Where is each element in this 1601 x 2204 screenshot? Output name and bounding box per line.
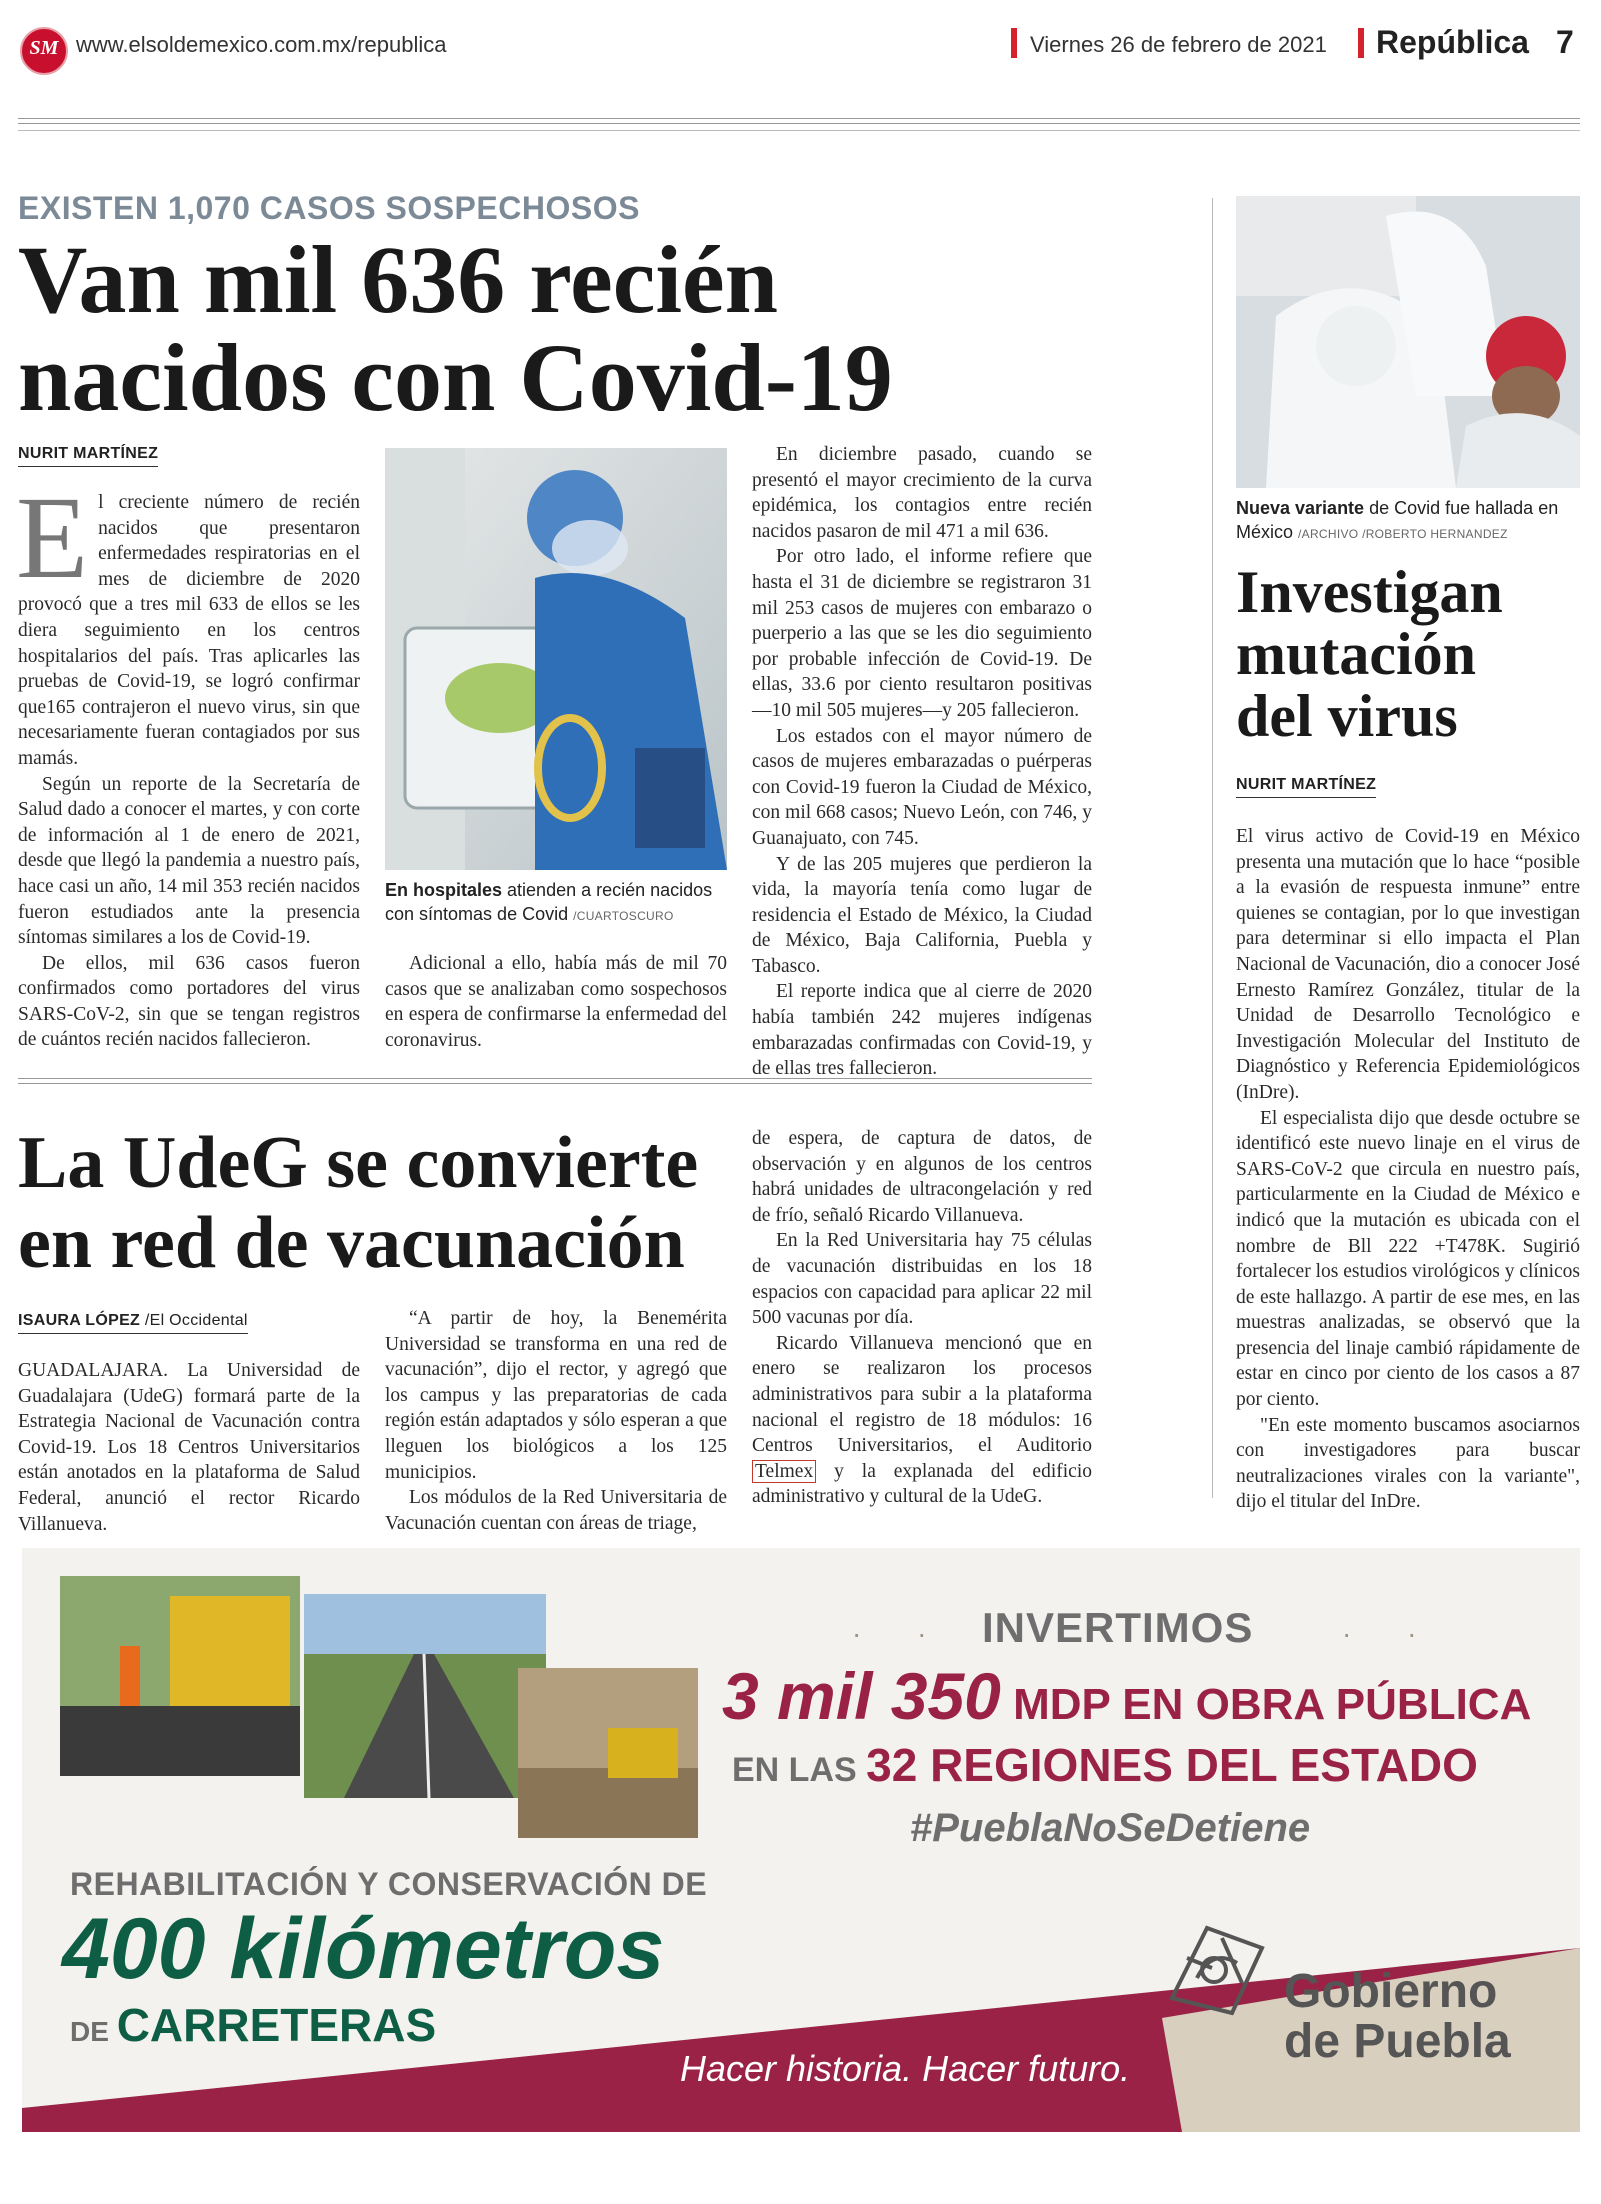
ad-amount: 3 mil 350 (722, 1659, 1001, 1733)
udeg-byline (18, 1312, 248, 1334)
variant-photo-illustration (1236, 196, 1580, 488)
section-divider (1358, 28, 1364, 58)
ad-regions-pre: EN LAS (732, 1751, 867, 1789)
ad-carreteras-line (70, 1998, 436, 2052)
caption-text: atienden a recién nacidos con síntomas de Covid (385, 880, 713, 924)
telmex-link[interactable]: Telmex (752, 1460, 816, 1483)
ad-photo-highway (304, 1594, 546, 1798)
mutation-body (1236, 824, 1580, 1515)
paragraph: de espera, de captura de datos, de observación y en algunos de los centros habrá unidades de ultracongelación y red de frío, señaló Ricardo Villanueva. (752, 1128, 1092, 1226)
ad-amount-unit: MDP (1000, 1680, 1111, 1729)
paragraph: El reporte indica que al cierre de 2020 había también 242 mujeres indígenas embarazadas confirmadas con Covid-19, y de ellas tres fallecieron. (752, 981, 1092, 1080)
header-rule-thin (18, 130, 1580, 131)
article2-col1 (18, 1358, 360, 1537)
variant-caption (1236, 496, 1580, 546)
mutation-headline-line1: Investigan (1236, 559, 1503, 625)
ad-obra-publica: EN OBRA PÚBLICA (1110, 1680, 1532, 1729)
caption-text: de Covid fue hallada en México (1236, 498, 1559, 542)
paragraph: Y de las 205 mujeres que perdieron la vida, la mayoría tenía como lugar de residencia el Estado de México, la Ciudad de México, Baja California, Puebla y Tabasco. (752, 853, 1092, 977)
udeg-headline-line1: La UdeG se convierte (18, 1122, 699, 1204)
paragraph: De ellos, mil 636 casos fueron confirmados como portadores del virus SARS-CoV-2, sin que se tengan registros de cuántos recién nacidos fallecieron. (18, 952, 360, 1051)
ad-dots: · · (852, 1618, 951, 1649)
puebla-coat-of-arms-icon (1152, 1908, 1282, 2028)
article-separator (18, 1078, 1092, 1084)
paragraph: “A partir de hoy, la Benemérita Universidad se transforma en una red de vacunación”, dijo el rector, y agregó que los campus y las preparatorias de cada región están adaptados y sólo esperan a que lleguen los biológicos a los 125 municipios. (385, 1308, 727, 1483)
ad-rehab: REHABILITACIÓN Y CONSERVACIÓN DE (70, 1866, 708, 1902)
photo-credit: /CUARTOSCURO (573, 909, 674, 923)
paragraph: Los módulos de la Red Universitaria de Vacunación cuentan con áreas de triage, (385, 1487, 727, 1534)
caption-lead: Nueva variante (1236, 498, 1365, 518)
drop-cap: E (16, 472, 89, 603)
article2-col2 (385, 1306, 727, 1536)
hospital-photo (385, 448, 727, 870)
kicker: EXISTEN 1,070 CASOS SOSPECHOSOS (18, 190, 640, 226)
ad-km: 400 kilómetros (62, 1901, 665, 1997)
ad-regions: 32 REGIONES DEL ESTADO (866, 1739, 1478, 1791)
ad-de: DE (70, 2016, 117, 2047)
byline: NURIT MARTÍNEZ (18, 445, 158, 467)
ad-headline-invertimos: INVERTIMOS (982, 1604, 1254, 1651)
ad-de-puebla: de Puebla (1284, 2015, 1511, 2068)
paragraph: Adicional a ello, había más de mil 70 casos que se analizaban como sospechosos en espera de confirmarse la enfermedad del coronavirus. (385, 953, 727, 1051)
masthead-bar (0, 0, 1601, 100)
paragraph-text: Ricardo Villanueva mencionó que en enero se realizaron los procesos administrativos para subir a la plataforma nacional el registro de 18 módulos: 16 Centros Universitarios, el Auditorio (752, 1332, 1092, 1457)
section-name: República (1376, 24, 1529, 60)
mutation-headline-line3: del virus (1236, 683, 1458, 749)
mutation-byline: NURIT MARTÍNEZ (1236, 776, 1376, 798)
byline-source: /El Occidental (140, 1312, 248, 1329)
paragraph: Según un reporte de la Secretaría de Salud dado a conocer el martes, y con corte de información al 1 de enero de 2021, desde que llegó la pandemia a nuestro país, hace casi un año, 14 mil 353 recién nacidos fueron estudiados ante la presencia síntomas similares a los de Covid-19. (18, 773, 360, 949)
headline-line1: Van mil 636 recién (18, 226, 778, 333)
header-rule (18, 118, 1580, 124)
article1-col2 (385, 951, 727, 1053)
article1-col1 (16, 472, 360, 1053)
paragraph-tail: y la explanada del edificio administrativo y cultural de la UdeG. (752, 1460, 1092, 1508)
paragraph: "En este momento buscamos asociarnos con investigadores para buscar neutralizaciones virales con la variante", dijo el titular del InDre. (1236, 1414, 1580, 1513)
photo-caption (385, 878, 727, 928)
article2-col3 (752, 1126, 1092, 1510)
paragraph: Los estados con el mayor número de casos de mujeres embarazadas o puérperas con Covid-19 fueron la Ciudad de México, con mil 668 casos; Nuevo León, con 746, y Guanajuato, con 745. (752, 725, 1092, 849)
paragraph: El virus activo de Covid-19 en México presenta una mutación que lo hace “posible a la evasión de respuesta inmune” entre quienes se contagian, por lo que investigan para determinar si ello impacta el Plan Nacional de Vacunación, dio a conocer José Ernesto Ramírez González, titular de la Unidad de Desarrollo Tecnológico e Investigación Molecular del Instituto de Diagnóstico y Referencia Epidemiológicos (InDre). (1236, 826, 1580, 1103)
headline-line2: nacidos con Covid-19 (18, 324, 893, 431)
ad-regions-line (732, 1738, 1478, 1792)
paragraph: GUADALAJARA. La Universidad de Guadalajara (UdeG) formará parte de la Estrategia Nacional de Vacunación contra Covid-19. Los 18 Centros Universitarios están anotados en la plataforma de Salud Federal, anunció el rector Ricardo Villanueva. (18, 1360, 360, 1535)
page-number: 7 (1556, 24, 1574, 60)
byline-author: ISAURA LÓPEZ (18, 1312, 141, 1329)
ad-carreteras: CARRETERAS (116, 1999, 437, 2051)
column-divider (1212, 198, 1213, 1498)
photo-credit: /ARCHIVO /ROBERTO HERNANDEZ (1298, 527, 1508, 541)
article1-col3 (752, 442, 1092, 1082)
ad-photo-grader (518, 1668, 698, 1838)
date-divider (1011, 28, 1017, 58)
caption-lead: En hospitales (385, 880, 503, 900)
paragraph: Por otro lado, el informe refiere que hasta el 31 de diciembre se registraron 31 mil 253 casos de mujeres con embarazo o puerperio a las que se les dio seguimiento por probable infección de Covid-19. De ellas, 33.6 por ciento resultaron positivas —10 mil 505 mujeres—y 205 fallecieron. (752, 546, 1092, 721)
paragraph (752, 1331, 1092, 1510)
ad-slogan: Hacer historia. Hacer futuro. (680, 2048, 1131, 2089)
ad-gobierno: Gobierno (1284, 1965, 1498, 2018)
puebla-ad[interactable] (22, 1548, 1580, 2132)
ad-amount-line (722, 1658, 1531, 1734)
ad-photo-paving (60, 1576, 300, 1776)
ad-hashtag[interactable]: #PueblaNoSeDetiene (910, 1806, 1311, 1850)
paragraph: l creciente número de recién nacidos que presentaron enfermedades respiratorias en el mes de diciembre de 2020 provocó que a tres mil 633 de ellos se les diera seguimiento en los centros hospitalarios del país. Tras aplicarles las pruebas de Covid-19, se logró confirmar que165 contrajeron el nuevo virus, sin que necesariamente fueran contagiados por sus mamás. (18, 492, 360, 769)
ad-dots-right: · · (1342, 1618, 1441, 1649)
variant-photo (1236, 196, 1580, 488)
udeg-headline-line2: en red de vacunación (18, 1202, 685, 1284)
logo-text: SM (29, 37, 59, 59)
paragraph: En diciembre pasado, cuando se presentó el mayor crecimiento de la curva epidémica, los contagios entre recién nacidos pasaron de mil 471 a mil 636. (752, 444, 1092, 542)
hospital-photo-illustration (385, 448, 727, 870)
sol-de-mexico-logo[interactable] (20, 27, 68, 75)
issue-date: Viernes 26 de febrero de 2021 (1030, 32, 1327, 57)
site-url[interactable]: www.elsoldemexico.com.mx/republica (76, 32, 447, 57)
paragraph: En la Red Universitaria hay 75 células de vacunación distribuidas en los 18 espacios con capacidad para aplicar 22 mil 500 vacunas por día. (752, 1230, 1092, 1329)
mutation-headline-line2: mutación (1236, 621, 1476, 687)
paragraph: El especialista dijo que desde octubre se identificó este nuevo linaje en el virus de SARS-CoV-2 que circula en nuestro país, particularmente en la Ciudad de México e indicó que la mutación es ubicada con el nombre de Bll 222 +T478K. Sugirió fortalecer los estudios virológicos y clínicos de este hallazgo. A partir de ese mes, en las muestras analizadas, se observó que la presencia del linaje cambió rápidamente de estar en cinco por ciento de los casos a 87 por ciento. (1236, 1107, 1580, 1411)
